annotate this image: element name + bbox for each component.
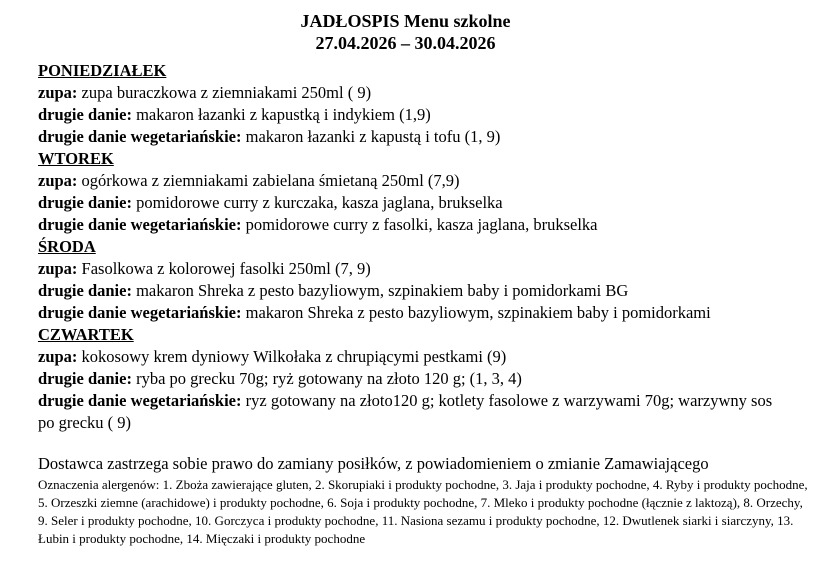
- menu-item-text: kokosowy krem dyniowy Wilkołaka z chrupiącymi pestkami (9): [81, 347, 507, 366]
- disclaimer-text: Dostawca zastrzega sobie prawo do zamiany posiłków, z powiadomieniem o zmianie Zamawiającego: [38, 454, 709, 473]
- menu-item-text: makaron łazanki z kapustą i tofu (1, 9): [245, 127, 501, 146]
- menu-item-label: drugie danie:: [38, 281, 132, 300]
- menu-item-label: drugie danie wegetariańskie:: [38, 215, 242, 234]
- menu-item-label: drugie danie wegetariańskie:: [38, 391, 242, 410]
- document-header: [38, 10, 773, 54]
- date-range: 27.04.2026 – 30.04.2026: [315, 33, 496, 53]
- menu-item-soup: [38, 82, 783, 104]
- menu-item-vegetarian: [38, 390, 783, 434]
- day-name: ŚRODA: [38, 237, 96, 256]
- menu-item-label: drugie danie wegetariańskie:: [38, 127, 242, 146]
- day-name: CZWARTEK: [38, 325, 134, 344]
- menu-item-soup: [38, 346, 783, 368]
- page-title: JADŁOSPIS Menu szkolne: [300, 11, 511, 31]
- menu-item-label: drugie danie:: [38, 369, 132, 388]
- menu-item-main: [38, 280, 783, 302]
- menu-item-soup: [38, 170, 783, 192]
- menu-item-label: drugie danie:: [38, 193, 132, 212]
- menu-item-soup: [38, 258, 783, 280]
- menu-item-text: ryba po grecku 70g; ryż gotowany na złoto 120 g; (1, 3, 4): [136, 369, 522, 388]
- menu-item-label: zupa:: [38, 259, 78, 278]
- menu-item-text: pomidorowe curry z fasolki, kasza jaglana, brukselka: [245, 215, 598, 234]
- menu-item-text: makaron Shreka z pesto bazyliowym, szpinakiem baby i pomidorkami BG: [136, 281, 629, 300]
- menu-item-vegetarian: [38, 126, 783, 148]
- day-section-monday: [38, 60, 783, 148]
- menu-item-text: makaron Shreka z pesto bazyliowym, szpinakiem baby i pomidorkami: [245, 303, 711, 322]
- menu-item-label: zupa:: [38, 171, 78, 190]
- day-header: [38, 324, 783, 346]
- menu-item-label: drugie danie:: [38, 105, 132, 124]
- day-name: WTOREK: [38, 149, 114, 168]
- day-section-wednesday: [38, 236, 783, 324]
- day-header: [38, 236, 783, 258]
- menu-item-vegetarian: [38, 302, 783, 324]
- allergen-list: Oznaczenia alergenów: 1. Zboża zawierające gluten, 2. Skorupiaki i produkty pochodne, 3. Jaja i produkty pochodne, 4. Ryby i produkty pochodne, 5. Orzeszki ziemne (arachidowe) i produkty pochodne, 6. Soja i produkty pochodne, 7. Mleko i produkty pochodne (łącznie z laktozą), 8. Orzechy, 9. Seler i produkty pochodne, 10. Gorczyca i produkty pochodne, 11. Nasiona sezamu i produkty pochodne, 12. Dwutlenek siarki i siarczyny, 13. Łubin i produkty pochodne, 14. Mięczaki i produkty pochodne: [38, 477, 808, 546]
- menu-item-text: zupa buraczkowa z ziemniakami 250ml ( 9): [81, 83, 372, 102]
- menu-item-text: ryz gotowany na złoto120 g; kotlety fasolowe z warzywami 70g; warzywny sos po grecku ( 9): [38, 391, 773, 432]
- day-section-tuesday: [38, 148, 783, 236]
- menu-item-label: drugie danie wegetariańskie:: [38, 303, 242, 322]
- menu-item-main: [38, 368, 783, 390]
- menu-item-main: [38, 192, 783, 214]
- menu-item-vegetarian: [38, 214, 783, 236]
- menu-item-text: pomidorowe curry z kurczaka, kasza jaglana, brukselka: [136, 193, 503, 212]
- menu-item-text: Fasolkowa z kolorowej fasolki 250ml (7, 9): [81, 259, 371, 278]
- menu-item-label: zupa:: [38, 83, 78, 102]
- day-name: PONIEDZIAŁEK: [38, 61, 167, 80]
- menu-item-text: ogórkowa z ziemniakami zabielana śmietaną 250ml (7,9): [81, 171, 460, 190]
- day-header: [38, 148, 783, 170]
- weekly-menu: [38, 60, 783, 434]
- day-section-thursday: [38, 324, 783, 434]
- day-header: [38, 60, 783, 82]
- menu-item-label: zupa:: [38, 347, 78, 366]
- document-footer: [38, 454, 811, 548]
- menu-item-text: makaron łazanki z kapustką i indykiem (1,9): [136, 105, 431, 124]
- menu-item-main: [38, 104, 783, 126]
